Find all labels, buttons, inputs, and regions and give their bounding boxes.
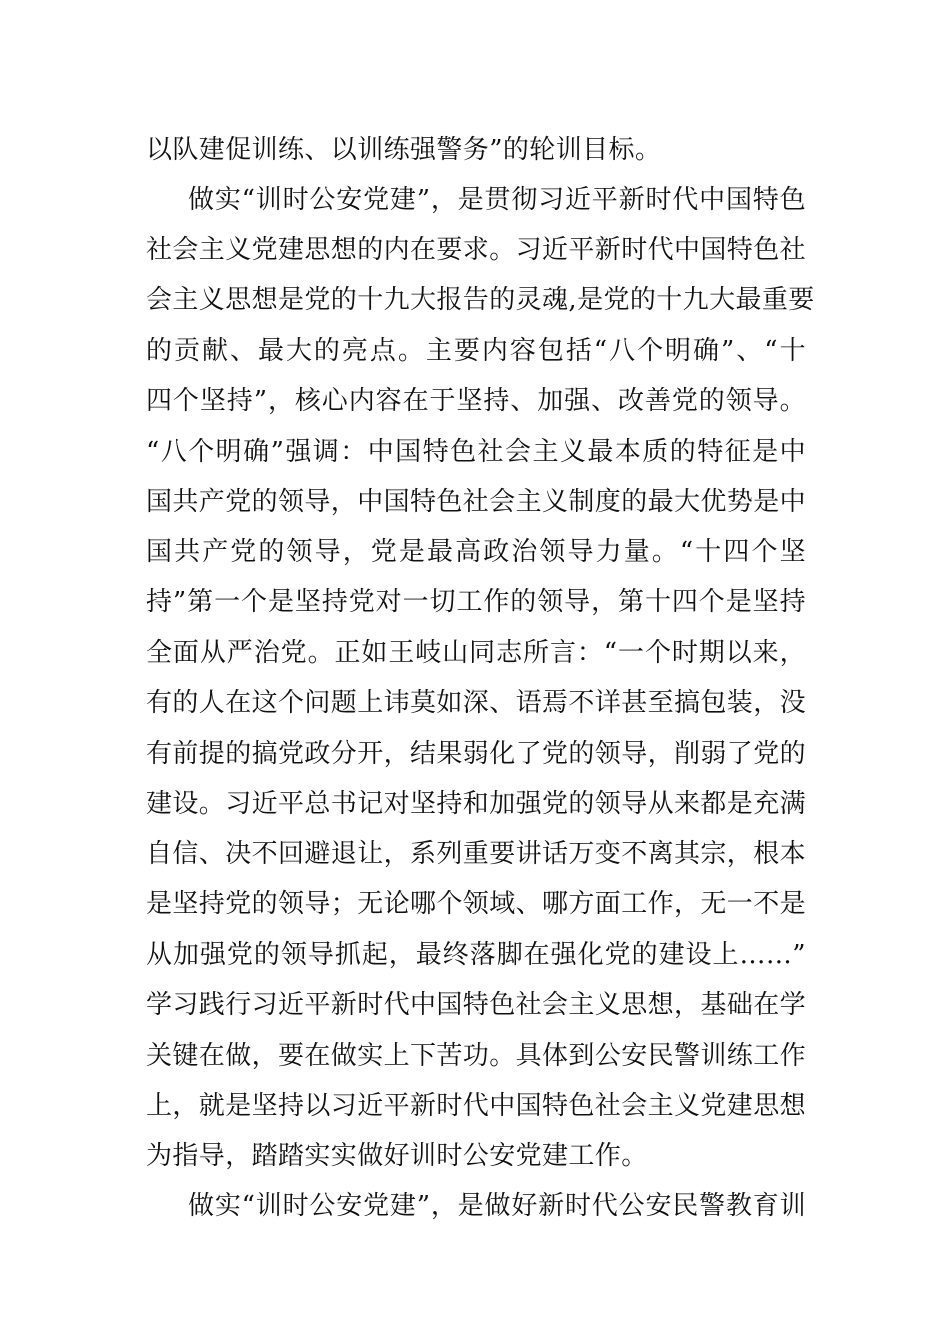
text-line: 国共产党的领导，中国特色社会主义制度的最大优势是中 bbox=[146, 487, 807, 517]
text-line: 从加强党的领导抓起，最终落脚在强化党的建设上……” bbox=[146, 940, 806, 970]
text-line: 是坚持党的领导；无论哪个领域、哪方面工作，无一不是 bbox=[146, 889, 807, 919]
text-line: 社会主义党建思想的内在要求。习近平新时代中国特色社 bbox=[146, 235, 807, 265]
text-line: 国共产党的领导，党是最高政治领导力量。“十四个坚 bbox=[146, 537, 806, 567]
text-line: 有的人在这个问题上讳莫如深、语焉不详甚至搞包装，没 bbox=[146, 688, 807, 718]
text-line: 上，就是坚持以习近平新时代中国特色社会主义党建思想 bbox=[146, 1091, 807, 1121]
text-line: 为指导，踏踏实实做好训时公安党建工作。 bbox=[146, 1141, 648, 1171]
text-line: 关键在做，要在做实上下苦功。具体到公安民警训练工作 bbox=[146, 1041, 807, 1071]
text-line: 会主义思想是党的十九大报告的灵魂,是党的十九大最重要 bbox=[146, 285, 815, 315]
text-line: 四个坚持”，核心内容在于坚持、加强、改善党的领导。 bbox=[146, 386, 806, 416]
text-line: 学习践行习近平新时代中国特色社会主义思想，基础在学 bbox=[146, 990, 807, 1020]
text-line: 有前提的搞党政分开，结果弱化了党的领导，削弱了党的 bbox=[146, 739, 807, 769]
text-line: 全面从严治党。正如王岐山同志所言：“一个时期以来， bbox=[146, 638, 806, 668]
text-line: 持”第一个是坚持党对一切工作的领导，第十四个是坚持 bbox=[146, 587, 806, 617]
text-line: 以队建促训练、以训练强警务”的轮训目标。 bbox=[146, 135, 662, 165]
text-line: 自信、决不回避退让，系列重要讲话万变不离其宗，根本 bbox=[146, 839, 807, 869]
text-line: 建设。习近平总书记对坚持和加强党的领导从来都是充满 bbox=[146, 789, 807, 819]
text-line: “八个明确”强调：中国特色社会主义最本质的特征是中 bbox=[146, 437, 806, 467]
text-line: 的贡献、最大的亮点。主要内容包括“八个明确”、“十 bbox=[146, 336, 806, 366]
paragraph-start-line: 做实“训时公安党建”，是贯彻习近平新时代中国特色 bbox=[188, 185, 806, 215]
paragraph-start-line: 做实“训时公安党建”，是做好新时代公安民警教育训 bbox=[188, 1191, 806, 1221]
